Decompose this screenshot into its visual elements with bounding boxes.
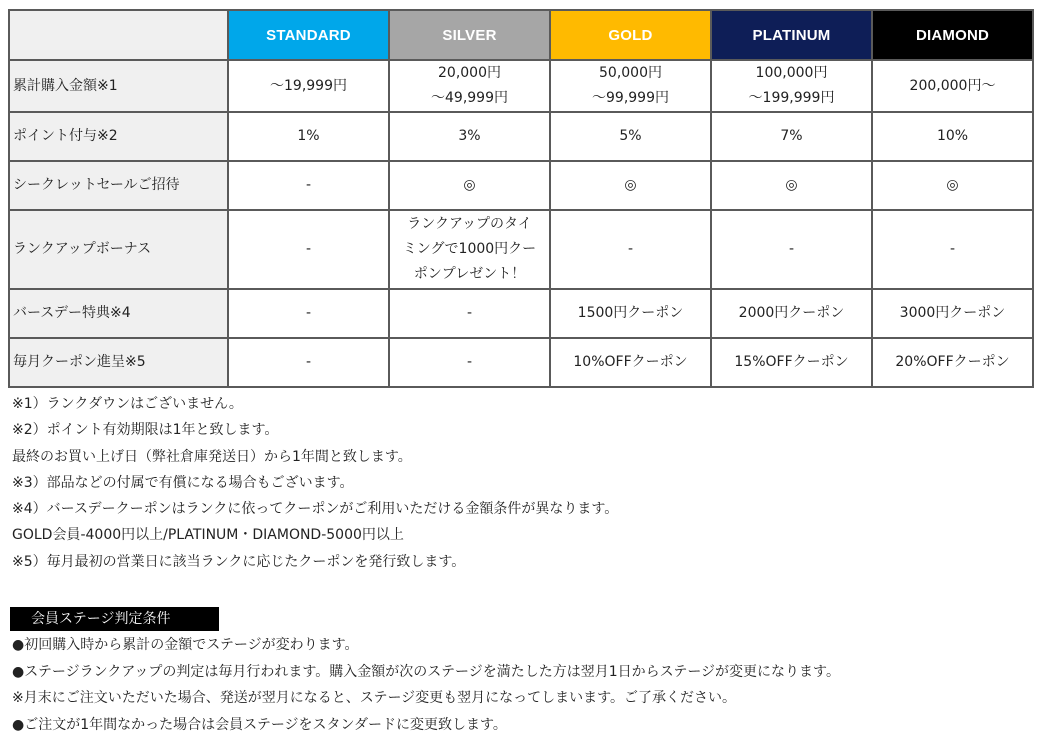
cell-line: -	[466, 305, 473, 321]
cell-line: 5%	[619, 128, 642, 144]
cell-line: 〜19,999円	[270, 77, 347, 94]
row-cumulative-purchase	[9, 60, 1033, 112]
table-cell	[872, 161, 1033, 210]
tier-header-gold: GOLD	[550, 10, 711, 60]
cell-line: -	[466, 354, 473, 370]
cell-line: ◎	[463, 177, 476, 193]
cell-line: 50,000円	[599, 65, 662, 81]
tier-header-diamond: DIAMOND	[872, 10, 1033, 60]
table-cell	[711, 112, 872, 161]
stage-condition: ※月末にご注文いただいた場合、発送が翌月になると、ステージ変更も翌月になってしまいます。ご了承ください。	[12, 690, 737, 707]
footnotes	[12, 391, 840, 738]
tier-header-platinum: PLATINUM	[711, 10, 872, 60]
stage-condition: ●ご注文が1年間なかった場合は会員ステージをスタンダードに変更致します。	[12, 716, 507, 733]
tier-header-standard: STANDARD	[228, 10, 389, 60]
cell-line: 〜49,999円	[431, 90, 508, 106]
table-cell	[711, 210, 872, 289]
cell-line: -	[305, 305, 312, 321]
table-cell	[711, 338, 872, 387]
table-cell	[550, 289, 711, 338]
cell-line: 3000円クーポン	[899, 305, 1006, 321]
table-cell	[228, 112, 389, 161]
table-cell	[228, 210, 389, 289]
table-cell	[228, 60, 389, 112]
cell-line: 7%	[780, 128, 803, 144]
row-label: ランクアップボーナス	[9, 210, 228, 289]
table-cell	[228, 161, 389, 210]
row-label: 累計購入金額※1	[9, 60, 228, 112]
table-cell	[872, 60, 1033, 112]
table-cell	[389, 289, 550, 338]
table-cell	[228, 338, 389, 387]
table-cell	[389, 161, 550, 210]
table-cell	[711, 289, 872, 338]
membership-rank-table	[8, 9, 1034, 388]
footnote: ※5）毎月最初の営業日に該当ランクに応じたクーポンを発行致します。	[12, 553, 466, 570]
table-cell	[389, 210, 550, 289]
table-cell	[872, 338, 1033, 387]
tier-header-silver: SILVER	[389, 10, 550, 60]
cell-line: 200,000円〜	[909, 77, 996, 94]
table-cell	[711, 161, 872, 210]
stage-condition: ●初回購入時から累計の金額でステージが変わります。	[12, 637, 359, 654]
row-label: バースデー特典※4	[9, 289, 228, 338]
row-label: ポイント付与※2	[9, 112, 228, 161]
cell-line: 3%	[458, 128, 481, 144]
cell-line: 〜99,999円	[592, 90, 669, 106]
cell-line: 2000円クーポン	[738, 305, 845, 321]
table-cell	[711, 60, 872, 112]
row-rankup-bonus	[9, 210, 1033, 289]
stage-condition: ●ステージランクアップの判定は毎月行われます。購入金額が次のステージを満たした方は翌月1日からステージが変更になります。	[12, 663, 840, 680]
cell-line: -	[949, 241, 956, 257]
cell-line: -	[305, 177, 312, 193]
row-points	[9, 112, 1033, 161]
cell-line: ◎	[785, 177, 798, 193]
cell-line: -	[788, 241, 795, 257]
cell-line: 〜199,999円	[748, 90, 835, 106]
footnote: ※3）部品などの付属で有償になる場合もございます。	[12, 474, 354, 491]
table-cell	[872, 210, 1033, 289]
row-label: 毎月クーポン進呈※5	[9, 338, 228, 387]
table-cell	[550, 338, 711, 387]
cell-line: ◎	[624, 177, 637, 193]
table-cell	[550, 210, 711, 289]
cell-line: 1%	[297, 128, 320, 144]
table-cell	[550, 112, 711, 161]
spacer	[12, 575, 840, 601]
row-secret-sale	[9, 161, 1033, 210]
cell-line: 20,000円	[438, 65, 501, 81]
table-cell	[228, 289, 389, 338]
table-cell	[389, 60, 550, 112]
tier-header-row	[9, 10, 1033, 60]
footnote: 最終のお買い上げ日（弊社倉庫発送日）から1年間と致します。	[12, 448, 412, 465]
stage-heading: 会員ステージ判定条件	[10, 607, 219, 631]
cell-line: 100,000円	[755, 65, 828, 81]
footnote: ※2）ポイント有効期限は1年と致します。	[12, 422, 279, 439]
footnote: GOLD会員-4000円以上/PLATINUM・DIAMOND-5000円以上	[12, 527, 404, 544]
cell-line: ポンプレゼント！	[413, 266, 526, 282]
table-cell	[389, 112, 550, 161]
corner-cell	[9, 10, 228, 60]
table-cell	[389, 338, 550, 387]
footnote: ※4）バースデークーポンはランクに依ってクーポンがご利用いただける金額条件が異なります。	[12, 501, 619, 518]
footnote: ※1）ランクダウンはございません。	[12, 396, 243, 412]
table-cell	[872, 289, 1033, 338]
cell-line: ランクアップのタイ	[407, 216, 532, 232]
row-monthly-coupon	[9, 338, 1033, 387]
table-cell	[550, 60, 711, 112]
cell-line: -	[627, 241, 634, 257]
table-cell	[872, 112, 1033, 161]
cell-line: 10%	[936, 128, 969, 144]
cell-line: -	[305, 354, 312, 370]
cell-line: 20%OFFクーポン	[895, 354, 1010, 370]
cell-line: 15%OFFクーポン	[734, 354, 849, 370]
row-birthday-benefit	[9, 289, 1033, 338]
cell-line: ◎	[946, 177, 959, 193]
cell-line: 10%OFFクーポン	[573, 354, 688, 370]
cell-line: 1500円クーポン	[577, 305, 684, 321]
row-label: シークレットセールご招待	[9, 161, 228, 210]
table-cell	[550, 161, 711, 210]
cell-line: -	[305, 241, 312, 257]
cell-line: ミングで1000円クー	[402, 241, 537, 257]
